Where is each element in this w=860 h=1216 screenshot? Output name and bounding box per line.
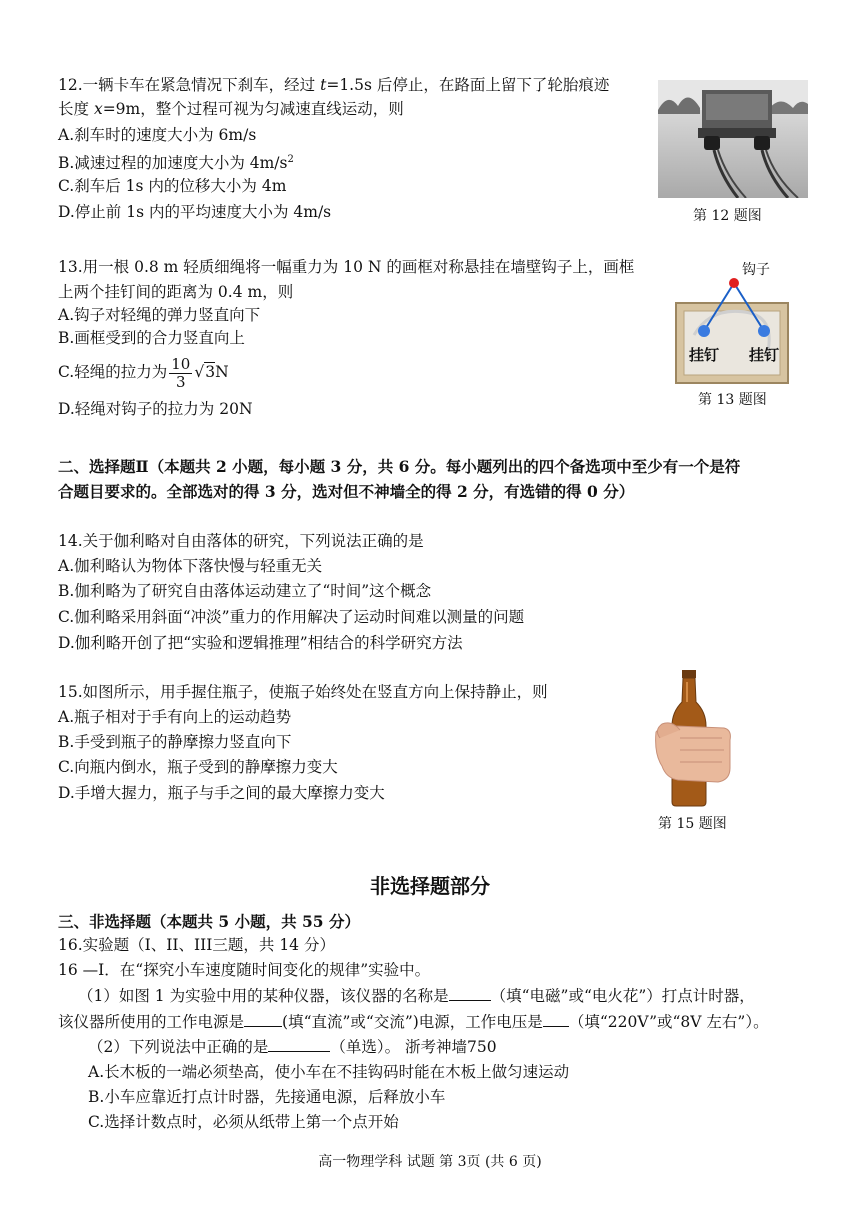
truck-photo — [658, 80, 808, 198]
fraction: $\frac{10}{3}$ — [171, 354, 191, 391]
nail-label-left: 挂钉 — [689, 346, 720, 364]
q13-figure-caption: 第 13 题图 — [698, 392, 767, 408]
q12-figure-caption: 第 12 题图 — [693, 208, 762, 224]
sqrt-expression: √3 — [194, 363, 216, 381]
q14-option-b: B.伽利略为了研究自由落体运动建立了“时间”这个概念 — [58, 582, 432, 600]
answer-blank[interactable] — [268, 1037, 330, 1052]
q16-part1-sub1-line1: （1）如图 1 为实验中用的某种仪器，该仪器的名称是 （填“电磁”或“电火花”）打点计时器， — [78, 987, 755, 1005]
answer-blank[interactable] — [449, 986, 491, 1001]
q16-option-c: C.选择计数点时，必须从纸带上第一个点开始 — [88, 1113, 399, 1131]
answer-blank[interactable] — [543, 1012, 569, 1027]
section2-heading-line2: 合题目要求的。全部选对的得 3 分，选对但不神墙全的得 2 分，有选错的得 0 分） — [58, 482, 635, 501]
q13-option-b: B.画框受到的合力竖直向上 — [58, 329, 245, 347]
q13-stem-line2: 上两个挂钉间的距离为 0.4 m，则 — [58, 283, 294, 301]
nail-label-right: 挂钉 — [749, 346, 780, 364]
q13-option-a: A.钩子对轻绳的弹力竖直向下 — [58, 306, 261, 324]
q14-option-d: D.伽利略开创了把“实验和逻辑推理”相结合的科学研究方法 — [58, 634, 463, 652]
q15-stem: 15.如图所示，用手握住瓶子，使瓶子始终处在竖直方向上保持静止，则 — [58, 683, 548, 701]
q13-option-d: D.轻绳对钩子的拉力为 20N — [58, 400, 253, 418]
picture-frame-diagram — [672, 275, 792, 387]
q12-option-c: C.刹车后 1s 内的位移大小为 4m — [58, 177, 287, 195]
q13-stem-line1: 13.用一根 0.8 m 轻质细绳将一幅重力为 10 N 的画框对称悬挂在墙壁钩子上，画框 — [58, 258, 635, 276]
q15-option-a: A.瓶子相对于手有向上的运动趋势 — [58, 708, 292, 726]
q15-figure-caption: 第 15 题图 — [658, 816, 727, 832]
q16-part1-intro: 16 —I．在“探究小车速度随时间变化的规律”实验中。 — [58, 961, 431, 979]
q15-option-c: C.向瓶内倒水，瓶子受到的静摩擦力变大 — [58, 758, 338, 776]
q16-option-a: A.长木板的一端必须垫高，使小车在不挂钩码时能在木板上做匀速运动 — [88, 1063, 570, 1081]
q12-option-b: B.减速过程的加速度大小为 $4m/s^2$ — [58, 154, 294, 173]
q16-option-b: B.小车应靠近打点计时器，先接通电源，后释放小车 — [88, 1088, 446, 1106]
q12-stem-line2: 长度 x=9m，整个过程可视为匀减速直线运动，则 — [58, 100, 404, 118]
q12-option-a: A.刹车时的速度大小为 6m/s — [58, 126, 257, 144]
q12-stem-line1: 12.一辆卡车在紧急情况下刹车，经过 t=1.5s 后停止，在路面上留下了轮胎痕迹 — [58, 76, 610, 94]
section2-heading-line1: 二、选择题Ⅱ（本题共 2 小题，每小题 3 分，共 6 分。每小题列出的四个备选项中至少有一个是符 — [58, 457, 741, 476]
q14-option-a: A.伽利略认为物体下落快慢与轻重无关 — [58, 557, 323, 575]
hook-label: 钩子 — [742, 262, 770, 278]
q16-heading: 16.实验题（I、II、III三题，共 14 分） — [58, 936, 335, 954]
q15-option-d: D.手增大握力，瓶子与手之间的最大摩擦力变大 — [58, 784, 385, 802]
bottle-in-hand-photo — [650, 668, 734, 808]
q12-option-d: D.停止前 1s 内的平均速度大小为 4m/s — [58, 203, 332, 221]
page-footer: 高一物理学科 试题 第 3页 (共 6 页) — [318, 1154, 542, 1170]
q14-stem: 14.关于伽利略对自由落体的研究，下列说法正确的是 — [58, 532, 424, 550]
q16-part1-sub1-line2: 该仪器所使用的工作电源是 (填“直流”或“交流”)电源，工作电压是 （填“220V”或“8V 左右”）。 — [58, 1013, 769, 1031]
q15-option-b: B.手受到瓶子的静摩擦力竖直向下 — [58, 733, 292, 751]
answer-blank[interactable] — [244, 1012, 282, 1027]
part2-title: 非选择题部分 — [370, 874, 490, 898]
q14-option-c: C.伽利略采用斜面“冲淡”重力的作用解决了运动时间难以测量的问题 — [58, 608, 525, 626]
q16-part1-sub2: （2）下列说法中正确的是 （单选）。 浙考神墙750 — [88, 1038, 497, 1056]
q13-option-c: C.轻绳的拉力为 $\frac{10}{3}$ √3N — [58, 354, 229, 391]
section3-heading: 三、非选择题（本题共 5 小题，共 55 分） — [58, 912, 360, 931]
